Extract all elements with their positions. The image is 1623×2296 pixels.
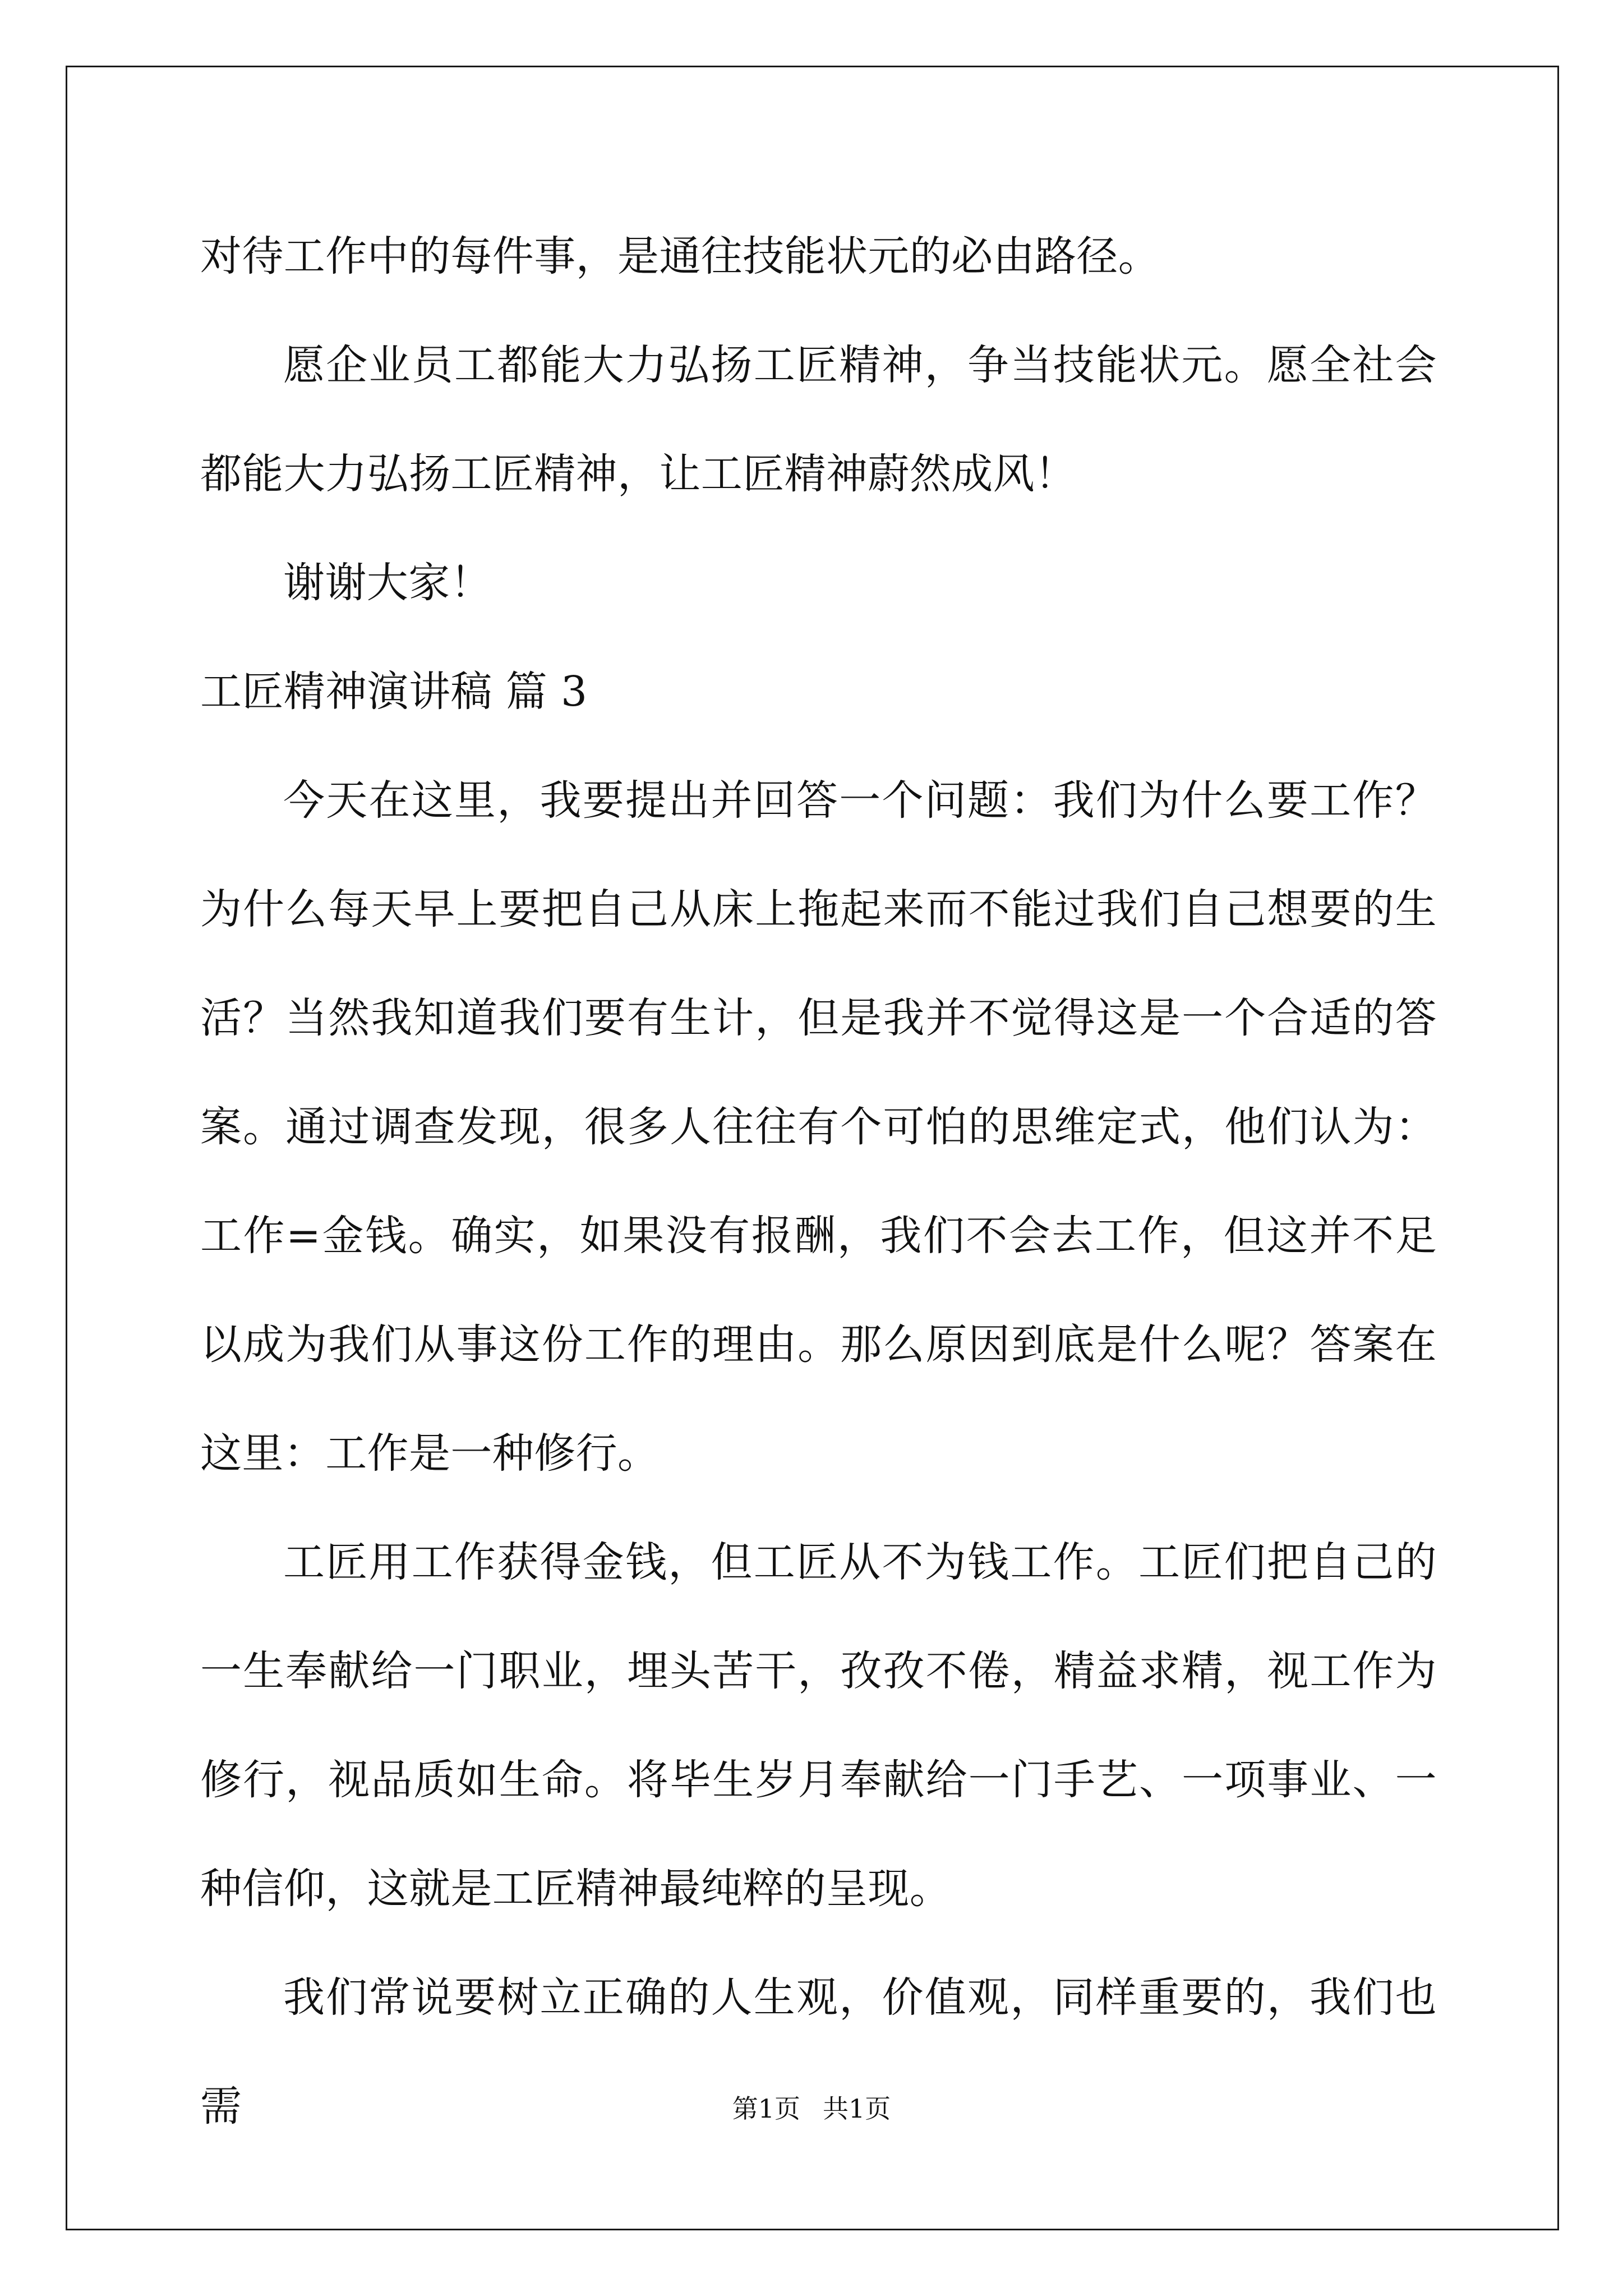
paragraph-6: 我们常说要树立正确的人生观，价值观，同样重要的，我们也需 <box>200 1973 1437 2131</box>
page-footer <box>0 2092 1623 2125</box>
page-total: 共1页 <box>823 2093 891 2124</box>
paragraph-2: 愿企业员工都能大力弘扬工匠精神，争当技能状元。愿全社会都能大力弘扬工匠精神，让工匠精神蔚然成风！ <box>200 341 1437 498</box>
paragraph-3: 谢谢大家！ <box>283 559 492 607</box>
document-body <box>200 202 1437 2161</box>
page-number: 第1页 <box>732 2093 800 2124</box>
paragraph-4: 今天在这里，我要提出并回答一个问题：我们为什么要工作？为什么每天早上要把自己从床上拖起来而不能过我们自己想要的生活？当然我知道我们要有生计，但是我并不觉得这是一个合适的答案。通过调查发现，很多人往往有个可怕的思维定式，他们认为：工作=金钱。确实，如果没有报酬，我们不会去工作，但这并不足以成为我们从事这份工作的理由。那么原因到底是什么呢？答案在这里：工作是一种修行。 <box>200 776 1437 1478</box>
section-heading: 工匠精神演讲稿 篇 3 <box>200 668 588 716</box>
paragraph-1: 对待工作中的每件事，是通往技能状元的必由路径。 <box>200 232 1160 280</box>
paragraph-5: 工匠用工作获得金钱，但工匠从不为钱工作。工匠们把自己的一生奉献给一门职业，埋头苦干，孜孜不倦，精益求精，视工作为修行，视品质如生命。将毕生岁月奉献给一门手艺、一项事业、一种信仰，这就是工匠精神最纯粹的呈现。 <box>200 1538 1437 1913</box>
